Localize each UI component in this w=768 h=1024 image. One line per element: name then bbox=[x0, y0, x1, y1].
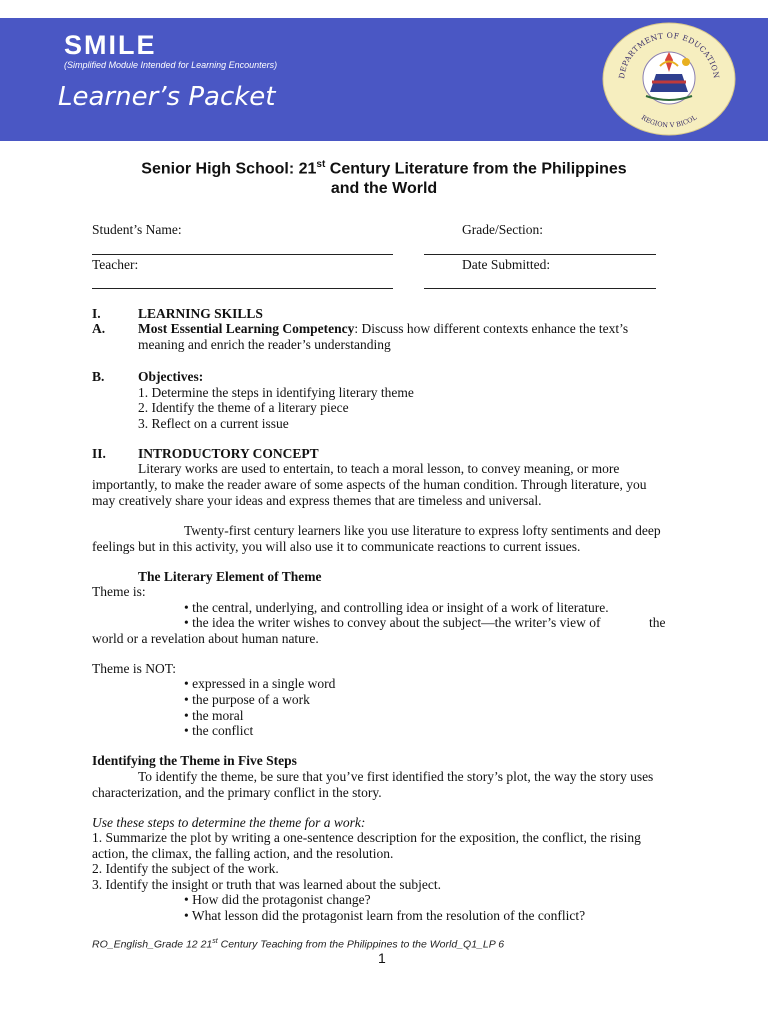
page-title: Senior High School: 21st Century Literature from the Philippines bbox=[141, 159, 627, 178]
theme-not-item: • the conflict bbox=[184, 723, 254, 738]
objective-item: 2. Identify the theme of a literary piece bbox=[138, 400, 349, 415]
step-bullet: • How did the protagonist change? bbox=[184, 892, 371, 907]
theme-is-item-tail: the bbox=[649, 615, 666, 630]
brand-logo-text: SMILE bbox=[64, 30, 157, 60]
competency-text: Most Essential Learning Competency: Discuss how different contexts enhance the text’s bbox=[138, 321, 629, 336]
intro-paragraph2-line: Twenty-first century learners like you use literature to express lofty sentiments and deep bbox=[184, 523, 661, 538]
step-bullet: • What lesson did the protagonist learn from the resolution of the conflict? bbox=[184, 908, 586, 923]
deped-seal-logo bbox=[602, 22, 736, 136]
theme-not-item: • the moral bbox=[184, 708, 244, 723]
step-line: 3. Identify the insight or truth that was learned about the subject. bbox=[92, 877, 442, 892]
steps-heading: Identifying the Theme in Five Steps bbox=[92, 753, 297, 768]
teacher-blank bbox=[92, 288, 393, 289]
theme-is-label: Theme is: bbox=[92, 584, 146, 599]
page-footer: RO_English_Grade 12 21st Century Teaching from the Philippines to the World_Q1_LP 6 bbox=[92, 938, 505, 951]
svg-text:REGION V BICOL: REGION V BICOL bbox=[639, 113, 699, 130]
step-line: 2. Identify the subject of the work. bbox=[92, 861, 279, 876]
date-submitted-label: Date Submitted: bbox=[462, 257, 551, 272]
section2-heading: INTRODUCTORY CONCEPT bbox=[138, 446, 319, 461]
grade-section-blank bbox=[424, 254, 656, 255]
theme-is-item: • the central, underlying, and controlling idea or insight of a work of literature. bbox=[184, 600, 609, 615]
page-title-line2: and the World bbox=[330, 180, 438, 197]
brand-subtitle: (Simplified Module Intended for Learning Encounters) bbox=[64, 60, 278, 70]
section1-heading: LEARNING SKILLS bbox=[138, 306, 263, 321]
grade-section-label: Grade/Section: bbox=[462, 222, 543, 237]
packet-title: Learner’s Packet bbox=[58, 82, 276, 112]
student-name-label: Student’s Name: bbox=[92, 222, 182, 237]
theme-not-label: Theme is NOT: bbox=[92, 661, 177, 676]
page-number: 1 bbox=[378, 950, 386, 966]
objective-item: 1. Determine the steps in identifying literary theme bbox=[138, 385, 414, 400]
steps-intro-line: To identify the theme, be sure that you’ve first identified the story’s plot, the way the story uses bbox=[138, 769, 654, 784]
theme-is-item: • the idea the writer wishes to convey about the subject—the writer’s view of bbox=[184, 615, 601, 630]
competency-text-line2: meaning and enrich the reader’s understanding bbox=[138, 337, 391, 352]
student-name-blank bbox=[92, 254, 393, 255]
section1-b-letter: B. bbox=[92, 369, 105, 384]
intro-paragraph-line: importantly, to make the reader aware of some aspects of the human condition. Through literature, you bbox=[92, 477, 647, 492]
intro-paragraph-line: may creatively share your ideas and express themes that are timeless and universal. bbox=[92, 493, 542, 508]
objectives-heading: Objectives: bbox=[138, 369, 204, 384]
objective-item: 3. Reflect on a current issue bbox=[138, 416, 289, 431]
intro-paragraph2-line: feelings but in this activity, you will also use it to communicate reactions to current issues. bbox=[92, 539, 581, 554]
theme-heading: The Literary Element of Theme bbox=[138, 569, 322, 584]
theme-not-item: • expressed in a single word bbox=[184, 676, 336, 691]
theme-is-item-cont: world or a revelation about human nature. bbox=[92, 631, 319, 646]
teacher-label: Teacher: bbox=[92, 257, 139, 272]
date-submitted-blank bbox=[424, 288, 656, 289]
intro-paragraph-line: Literary works are used to entertain, to teach a moral lesson, to convey meaning, or more bbox=[138, 461, 620, 476]
theme-not-item: • the purpose of a work bbox=[184, 692, 310, 707]
svg-text:DEPARTMENT OF EDUCATION: DEPARTMENT OF EDUCATION bbox=[617, 30, 721, 80]
section1-numeral: I. bbox=[92, 306, 101, 321]
steps-intro-line: characterization, and the primary conflict in the story. bbox=[92, 785, 382, 800]
section2-numeral: II. bbox=[92, 446, 106, 461]
step-line: 1. Summarize the plot by writing a one-sentence description for the exposition, the conflict, the rising bbox=[92, 830, 641, 845]
section1-a-letter: A. bbox=[92, 321, 106, 336]
step-line: action, the climax, the falling action, and the resolution. bbox=[92, 846, 394, 861]
steps-instruction: Use these steps to determine the theme for a work: bbox=[92, 815, 366, 830]
